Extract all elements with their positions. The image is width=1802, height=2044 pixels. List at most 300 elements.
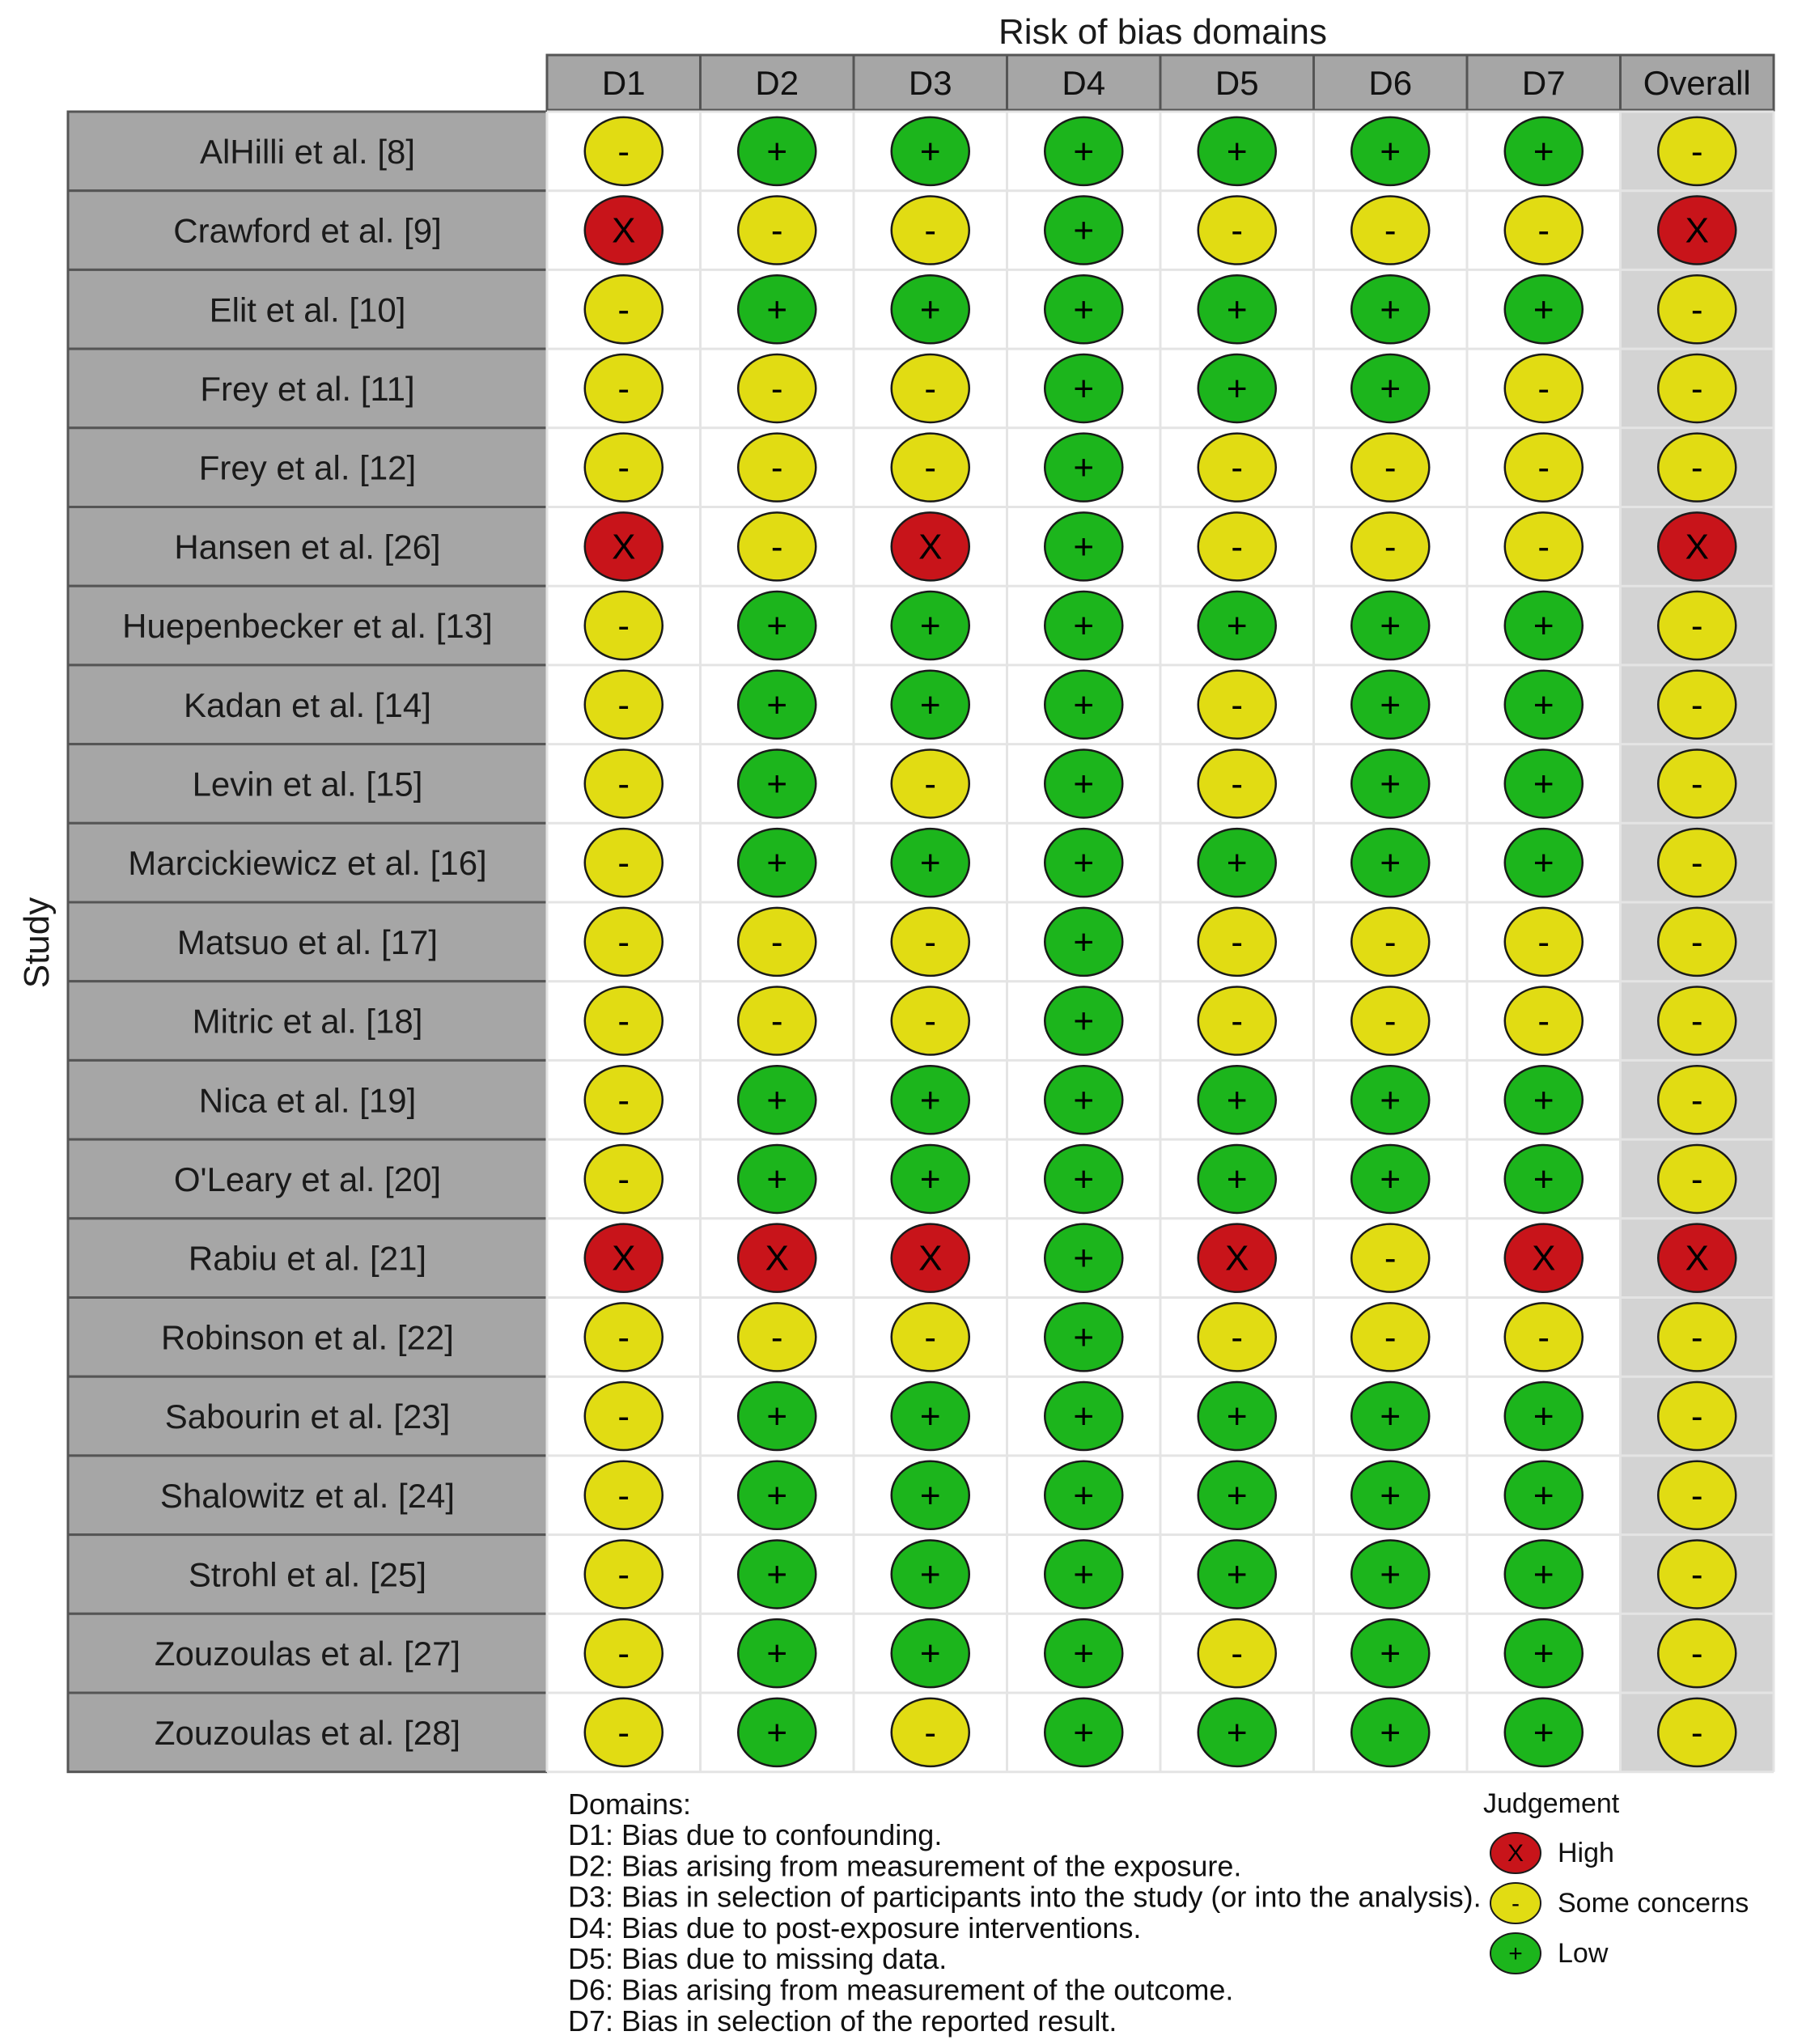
- judgement-marker-some: [1351, 434, 1429, 502]
- study-label: Matsuo et al. [17]: [176, 922, 439, 961]
- judgement-marker-some: [1658, 1145, 1736, 1213]
- column-header-d7: D7: [1521, 64, 1566, 102]
- judgement-marker-some: [738, 434, 816, 502]
- column-header-d3: D3: [908, 64, 952, 102]
- column-header-d1: D1: [601, 64, 646, 102]
- study-label: Rabiu et al. [21]: [188, 1239, 427, 1278]
- legend-item-some: [1490, 1883, 1749, 1923]
- judgement-symbol: -: [770, 1317, 783, 1358]
- judgement-symbol: -: [617, 843, 630, 884]
- judgement-symbol: X: [612, 210, 636, 251]
- judgement-marker-low: [1351, 671, 1429, 739]
- judgement-marker-high: [1198, 1224, 1276, 1292]
- domain-description: D2: Bias arising from measurement of the exposure.: [568, 1849, 1242, 1883]
- judgement-symbol: +: [1073, 1397, 1095, 1437]
- study-label: Kadan et al. [14]: [184, 685, 431, 724]
- judgement-symbol: -: [1537, 527, 1550, 567]
- judgement-symbol: -: [770, 922, 783, 962]
- judgement-symbol: +: [919, 1554, 941, 1595]
- judgement-symbol: +: [1073, 606, 1095, 647]
- judgement-marker-some: [1658, 749, 1736, 817]
- judgement-symbol: +: [1533, 1080, 1554, 1121]
- judgement-marker-some: [1198, 1303, 1276, 1371]
- judgement-symbol: +: [1073, 210, 1095, 251]
- judgement-symbol: +: [1073, 685, 1095, 725]
- judgement-symbol: +: [1073, 290, 1095, 330]
- judgement-marker-high: [892, 1224, 969, 1292]
- judgement-marker-some: [1505, 908, 1583, 976]
- judgement-marker-low: [1351, 354, 1429, 422]
- judgement-symbol: +: [1073, 764, 1095, 804]
- judgement-marker-some: [1198, 987, 1276, 1055]
- judgement-symbol: -: [1690, 1554, 1703, 1595]
- judgement-marker-low: [1351, 1066, 1429, 1134]
- judgement-symbol: -: [1537, 1317, 1550, 1358]
- judgement-symbol: -: [617, 1634, 630, 1674]
- judgement-marker-some: [892, 434, 969, 502]
- judgement-marker-low: [1505, 275, 1583, 343]
- domain-description: D3: Bias in selection of participants into the study (or into the analysis).: [568, 1880, 1482, 1914]
- study-row-labels: [68, 112, 547, 1772]
- domain-description: D5: Bias due to missing data.: [568, 1942, 948, 1976]
- judgement-symbol: +: [766, 290, 788, 330]
- judgement-symbol: -: [1690, 1317, 1703, 1358]
- judgement-marker-some: [585, 117, 663, 185]
- judgement-marker-high: [892, 512, 969, 580]
- judgement-marker-low: [1505, 592, 1583, 659]
- judgement-marker-some: [738, 908, 816, 976]
- study-label: Nica et al. [19]: [198, 1081, 417, 1120]
- judgement-marker-some: [1658, 275, 1736, 343]
- judgement-symbol: -: [617, 1317, 630, 1358]
- judgement-symbol: +: [766, 843, 788, 884]
- judgement-marker-some: [892, 987, 969, 1055]
- judgement-marker-low: [1045, 1698, 1122, 1766]
- judgement-marker-some: [1198, 512, 1276, 580]
- judgement-marker-some: [1198, 749, 1276, 817]
- study-label: Frey et al. [12]: [198, 448, 417, 487]
- judgement-symbol: +: [1073, 1554, 1095, 1595]
- judgement-marker-low: [738, 829, 816, 897]
- judgement-symbol: +: [919, 606, 941, 647]
- judgement-marker-high: [1658, 1224, 1736, 1292]
- judgement-marker-low: [738, 671, 816, 739]
- judgement-marker-some: [585, 1382, 663, 1450]
- judgement-symbol: -: [1537, 1001, 1550, 1041]
- judgement-symbol: X: [612, 1238, 636, 1279]
- judgement-marker-some: [892, 354, 969, 422]
- judgement-symbol: +: [1380, 368, 1401, 409]
- study-label: Zouzoulas et al. [27]: [154, 1635, 461, 1673]
- judgement-symbol: -: [1384, 1001, 1397, 1041]
- judgement-marker-low: [1505, 1066, 1583, 1134]
- judgement-marker-low: [1198, 1145, 1276, 1213]
- judgement-marker-some: [1351, 908, 1429, 976]
- judgement-symbol: +: [1533, 843, 1554, 884]
- judgement-marker-some: [585, 1619, 663, 1687]
- judgement-marker-low: [1505, 749, 1583, 817]
- judgement-marker-low: [1198, 275, 1276, 343]
- judgement-marker-some: [585, 829, 663, 897]
- legend-title: Judgement: [1483, 1788, 1620, 1819]
- judgement-marker-some: [1505, 1303, 1583, 1371]
- judgement-marker-some: [585, 1145, 663, 1213]
- judgement-symbol: +: [766, 764, 788, 804]
- judgement-marker-low: [1198, 1066, 1276, 1134]
- judgement-marker-low: [1505, 1540, 1583, 1608]
- judgement-symbol: +: [766, 685, 788, 725]
- judgement-symbol: +: [1073, 922, 1095, 962]
- judgement-symbol: +: [1226, 1475, 1248, 1516]
- study-label: AlHilli et al. [8]: [199, 132, 416, 171]
- judgement-symbol: -: [1384, 922, 1397, 962]
- judgement-marker-high: [1658, 197, 1736, 265]
- judgement-symbol: -: [1537, 210, 1550, 251]
- judgement-symbol: +: [1073, 447, 1095, 488]
- judgement-marker-low: [1505, 1619, 1583, 1687]
- judgement-symbol: +: [1226, 606, 1248, 647]
- judgement-marker-low: [1505, 1382, 1583, 1450]
- judgement-marker-some: [585, 908, 663, 976]
- judgement-symbol: +: [1533, 685, 1554, 725]
- judgement-marker-some: [585, 434, 663, 502]
- judgement-symbol: -: [1384, 447, 1397, 488]
- judgement-symbol: -: [924, 922, 937, 962]
- judgement-marker-some: [1658, 1066, 1736, 1134]
- judgement-symbol: +: [1226, 1159, 1248, 1199]
- judgement-marker-low: [1045, 354, 1122, 422]
- judgement-symbol: X: [1225, 1238, 1249, 1279]
- judgement-marker-low: [1505, 1698, 1583, 1766]
- judgement-marker-some: [738, 197, 816, 265]
- judgement-symbol: -: [617, 1712, 630, 1753]
- judgement-symbol: +: [1073, 843, 1095, 884]
- judgement-marker-low: [1045, 1382, 1122, 1450]
- judgement-symbol: -: [1690, 1159, 1703, 1199]
- legend-label: Some concerns: [1558, 1888, 1749, 1919]
- judgement-marker-low: [1351, 1461, 1429, 1529]
- judgement-symbol: +: [766, 606, 788, 647]
- judgement-symbol: -: [1690, 1080, 1703, 1121]
- judgement-marker-low: [1351, 1540, 1429, 1608]
- judgement-symbol: -: [617, 606, 630, 647]
- judgement-marker-some: [585, 354, 663, 422]
- judgement-marker-low: [1351, 1619, 1429, 1687]
- judgement-marker-some: [1198, 434, 1276, 502]
- judgement-symbol: -: [617, 764, 630, 804]
- judgement-marker-low: [892, 1461, 969, 1529]
- judgement-marker-low: [1198, 1382, 1276, 1450]
- judgement-symbol: -: [924, 447, 937, 488]
- judgement-marker-low: [892, 1382, 969, 1450]
- study-label: Strohl et al. [25]: [188, 1555, 427, 1594]
- judgement-symbol: +: [1380, 843, 1401, 884]
- judgement-marker-low: [1505, 1461, 1583, 1529]
- judgement-marker-low: [1351, 275, 1429, 343]
- judgement-symbol: -: [1231, 922, 1244, 962]
- judgement-marker-high: [585, 1224, 663, 1292]
- judgement-symbol: +: [1380, 685, 1401, 725]
- judgement-symbol: X: [1532, 1238, 1556, 1279]
- study-label: Elit et al. [10]: [209, 290, 406, 329]
- judgement-marker-some: [1658, 117, 1736, 185]
- judgement-marker-some: [738, 987, 816, 1055]
- judgement-symbol: +: [1226, 843, 1248, 884]
- judgement-marker-low: [1198, 117, 1276, 185]
- judgement-marker-some: [585, 1540, 663, 1608]
- judgement-symbol: -: [924, 764, 937, 804]
- judgement-marker-low: [738, 592, 816, 659]
- judgement-symbol: +: [766, 1159, 788, 1199]
- judgement-marker-some: [892, 197, 969, 265]
- judgement-marker-some: [1658, 1540, 1736, 1608]
- judgement-symbol: +: [766, 1634, 788, 1674]
- judgement-marker-low: [1045, 275, 1122, 343]
- judgement-marker-some: [585, 1303, 663, 1371]
- legend-symbol: +: [1508, 1940, 1523, 1967]
- judgement-marker-low: [1198, 1698, 1276, 1766]
- judgement-marker-low: [1045, 1461, 1122, 1529]
- study-label: Crawford et al. [9]: [173, 211, 442, 250]
- judgement-symbol: +: [1073, 131, 1095, 172]
- column-header-overall: Overall: [1643, 64, 1751, 102]
- judgement-marker-some: [1658, 1619, 1736, 1687]
- judgement-symbol: +: [1380, 1634, 1401, 1674]
- judgement-symbol: +: [1533, 1475, 1554, 1516]
- judgement-marker-low: [892, 829, 969, 897]
- judgement-marker-some: [1658, 1303, 1736, 1371]
- judgement-symbol: -: [924, 1317, 937, 1358]
- study-label: O'Leary et al. [20]: [173, 1160, 442, 1198]
- judgement-marker-low: [1351, 592, 1429, 659]
- judgement-marker-some: [1658, 829, 1736, 897]
- judgement-marker-low: [738, 1619, 816, 1687]
- judgement-marker-some: [1351, 1303, 1429, 1371]
- judgement-marker-some: [585, 1066, 663, 1134]
- column-header-d6: D6: [1368, 64, 1413, 102]
- domain-description: D4: Bias due to post-exposure interventions.: [568, 1910, 1142, 1944]
- judgement-marker-some: [585, 592, 663, 659]
- judgement-marker-low: [1045, 434, 1122, 502]
- judgement-symbol: -: [1690, 1397, 1703, 1437]
- judgement-symbol: -: [770, 1001, 783, 1041]
- judgement-marker-low: [1351, 1145, 1429, 1213]
- judgement-marker-low: [1198, 1461, 1276, 1529]
- judgement-symbol: -: [1384, 1238, 1397, 1279]
- judgement-symbol: -: [1690, 290, 1703, 330]
- judgement-marker-some: [1658, 592, 1736, 659]
- judgement-symbol: +: [1380, 1554, 1401, 1595]
- judgement-marker-some: [585, 671, 663, 739]
- judgement-marker-some: [1351, 987, 1429, 1055]
- judgement-symbol: +: [1533, 1397, 1554, 1437]
- judgement-marker-low: [1045, 1145, 1122, 1213]
- judgement-marker-low: [892, 1619, 969, 1687]
- judgement-symbol: +: [766, 1397, 788, 1437]
- judgement-symbol: +: [1226, 131, 1248, 172]
- judgement-marker-low: [738, 275, 816, 343]
- judgement-symbol: +: [1533, 1712, 1554, 1753]
- judgement-symbol: -: [1690, 843, 1703, 884]
- judgement-symbol: +: [1226, 368, 1248, 409]
- judgement-symbol: -: [1231, 685, 1244, 725]
- judgement-marker-some: [892, 1698, 969, 1766]
- study-label: Shalowitz et al. [24]: [159, 1476, 456, 1515]
- judgement-symbol: -: [1690, 368, 1703, 409]
- judgement-symbol: X: [765, 1238, 789, 1279]
- judgement-marker-low: [1351, 117, 1429, 185]
- judgement-marker-low: [738, 749, 816, 817]
- judgement-symbol: +: [919, 1080, 941, 1121]
- judgement-marker-low: [738, 1066, 816, 1134]
- judgement-symbol: -: [1690, 1634, 1703, 1674]
- judgement-symbol: +: [1073, 1001, 1095, 1041]
- judgement-marker-some: [738, 512, 816, 580]
- study-label: Huepenbecker et al. [13]: [122, 607, 493, 646]
- judgement-marker-low: [892, 1066, 969, 1134]
- judgement-symbol: X: [1685, 210, 1709, 251]
- judgement-marker-low: [1045, 749, 1122, 817]
- judgement-symbol: -: [1537, 368, 1550, 409]
- judgement-symbol: +: [766, 1080, 788, 1121]
- judgement-symbol: -: [1537, 922, 1550, 962]
- judgement-symbol: +: [1073, 527, 1095, 567]
- judgement-marker-low: [1045, 1540, 1122, 1608]
- judgement-symbol: +: [1073, 1475, 1095, 1516]
- judgement-marker-low: [892, 671, 969, 739]
- judgement-symbol: -: [1690, 685, 1703, 725]
- judgement-marker-low: [1045, 592, 1122, 659]
- judgement-symbol: -: [1231, 210, 1244, 251]
- judgement-marker-low: [1505, 117, 1583, 185]
- judgement-marker-low: [892, 592, 969, 659]
- judgement-marker-low: [1045, 1224, 1122, 1292]
- judgement-symbol: -: [617, 131, 630, 172]
- judgement-symbol: +: [919, 1475, 941, 1516]
- judgement-symbol: +: [1073, 1634, 1095, 1674]
- judgement-marker-some: [1658, 1461, 1736, 1529]
- judgement-marker-low: [1198, 1540, 1276, 1608]
- judgement-marker-low: [738, 1698, 816, 1766]
- judgement-marker-some: [892, 908, 969, 976]
- study-label: Marcickiewicz et al. [16]: [128, 844, 487, 883]
- study-label: Robinson et al. [22]: [161, 1318, 454, 1357]
- judgement-marker-low: [1045, 1619, 1122, 1687]
- judgement-symbol: +: [1073, 368, 1095, 409]
- judgement-symbol: -: [617, 1475, 630, 1516]
- judgement-symbol: +: [919, 290, 941, 330]
- judgement-symbol: -: [617, 368, 630, 409]
- judgement-symbol: -: [770, 368, 783, 409]
- judgement-symbol: -: [1690, 1001, 1703, 1041]
- judgement-marker-some: [585, 1461, 663, 1529]
- judgement-symbol: -: [1690, 131, 1703, 172]
- study-label: Levin et al. [15]: [192, 765, 423, 804]
- judgement-symbol: -: [1231, 527, 1244, 567]
- judgement-symbol: -: [617, 685, 630, 725]
- judgement-symbol: X: [918, 1238, 943, 1279]
- judgement-marker-some: [1198, 671, 1276, 739]
- study-label: Sabourin et al. [23]: [164, 1397, 451, 1436]
- judgement-symbol: +: [1380, 606, 1401, 647]
- judgement-marker-high: [738, 1224, 816, 1292]
- judgement-symbol: +: [1380, 290, 1401, 330]
- judgement-marker-some: [585, 749, 663, 817]
- judgement-symbol: +: [766, 1554, 788, 1595]
- judgement-symbol: -: [617, 1397, 630, 1437]
- judgement-symbol: -: [617, 922, 630, 962]
- judgement-symbol: +: [1380, 1080, 1401, 1121]
- judgement-symbol: -: [1384, 210, 1397, 251]
- judgement-symbol: +: [1380, 131, 1401, 172]
- judgement-marker-some: [1658, 1382, 1736, 1450]
- judgement-marker-low: [1045, 117, 1122, 185]
- judgement-symbol: -: [770, 447, 783, 488]
- study-label: Hansen et al. [26]: [174, 528, 441, 566]
- judgement-symbol: X: [612, 527, 636, 567]
- column-header-d5: D5: [1215, 64, 1259, 102]
- legend-label: High: [1558, 1838, 1614, 1868]
- judgement-symbol: X: [1685, 1238, 1709, 1279]
- judgement-symbol: X: [1685, 527, 1709, 567]
- judgement-symbol: +: [1073, 1712, 1095, 1753]
- judgement-symbol: +: [1073, 1159, 1095, 1199]
- judgement-marker-low: [1351, 749, 1429, 817]
- judgement-marker-high: [585, 197, 663, 265]
- domain-description: D6: Bias arising from measurement of the outcome.: [568, 1973, 1234, 2007]
- judgement-symbol: -: [770, 527, 783, 567]
- judgement-marker-low: [1505, 829, 1583, 897]
- judgement-marker-low: [1045, 987, 1122, 1055]
- judgement-marker-high: [1658, 512, 1736, 580]
- judgement-symbol: +: [919, 131, 941, 172]
- legend-symbol: X: [1507, 1840, 1524, 1867]
- judgement-marker-low: [1045, 908, 1122, 976]
- column-header-d4: D4: [1062, 64, 1106, 102]
- study-label: Frey et al. [11]: [200, 369, 415, 408]
- judgement-symbol: -: [1231, 1317, 1244, 1358]
- judgement-symbol: -: [924, 368, 937, 409]
- judgement-symbol: -: [1384, 527, 1397, 567]
- judgement-marker-low: [738, 1540, 816, 1608]
- judgement-symbol: +: [1533, 131, 1554, 172]
- judgement-marker-some: [585, 987, 663, 1055]
- judgement-marker-low: [1351, 829, 1429, 897]
- judgement-marker-some: [1658, 671, 1736, 739]
- judgement-marker-low: [738, 1461, 816, 1529]
- y-axis-label: Study: [17, 897, 57, 989]
- judgement-marker-some: [738, 1303, 816, 1371]
- judgement-symbol: +: [766, 131, 788, 172]
- study-label: Mitric et al. [18]: [192, 1002, 423, 1041]
- judgement-symbol: +: [1380, 1397, 1401, 1437]
- judgement-marker-some: [1658, 434, 1736, 502]
- judgement-marker-some: [1505, 197, 1583, 265]
- judgement-marker-high: [1505, 1224, 1583, 1292]
- judgement-symbol: -: [1537, 447, 1550, 488]
- judgement-symbol: +: [1226, 1397, 1248, 1437]
- judgement-symbol: +: [1073, 1080, 1095, 1121]
- judgement-marker-low: [1045, 512, 1122, 580]
- judgement-symbol: +: [919, 843, 941, 884]
- judgement-symbol: -: [617, 1080, 630, 1121]
- judgement-symbol: +: [1533, 1634, 1554, 1674]
- judgement-symbol: -: [1690, 1712, 1703, 1753]
- judgement-marker-some: [585, 275, 663, 343]
- domain-description: D7: Bias in selection of the reported result.: [568, 2004, 1117, 2038]
- judgement-marker-low: [1045, 197, 1122, 265]
- judgement-symbol: +: [1380, 1159, 1401, 1199]
